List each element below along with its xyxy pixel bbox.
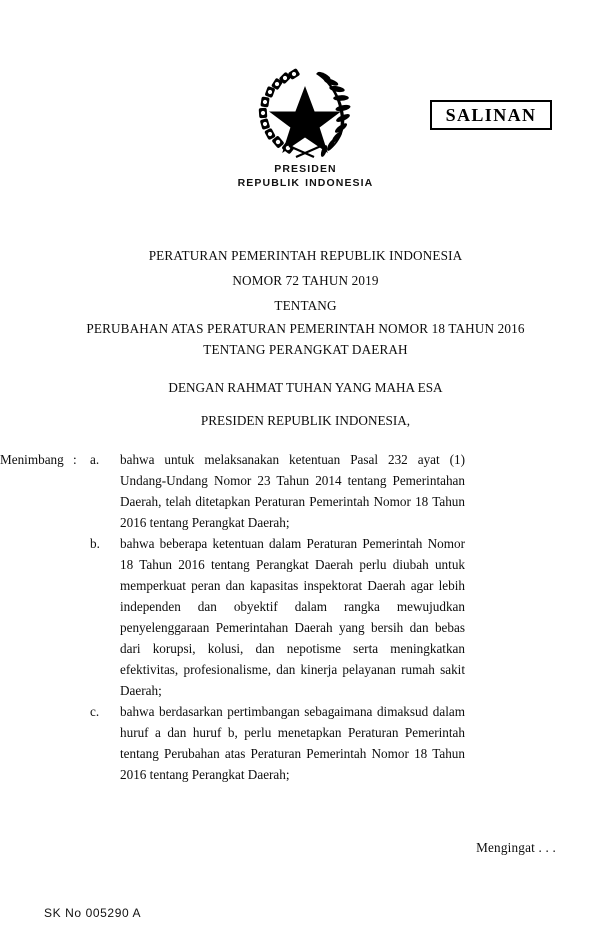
- emblem-caption: [0, 163, 611, 190]
- considering-label-inner: [0, 449, 90, 470]
- document-title-block: [0, 243, 611, 360]
- considering-text-b: [120, 533, 465, 701]
- title-line-number: NOMOR 72 TAHUN 2019: [232, 273, 379, 288]
- page-continuation-note: Mengingat . . .: [476, 840, 556, 855]
- considering-paragraph: bahwa beberapa ketentuan dalam Peraturan Pemerintah Nomor 18 Tahun 2016 tentang Perangkat Daerah perlu diubah untuk memperkuat peran dan kapasitas inspektorat Daerah agar lebih independen dan obyektif dalam rangka mewujudkan penyelenggaraan Pemerintahan Daerah yang bersih dan bebas dari korupsi, kolusi, dan nepotisme serta meningkatkan efektivitas, profesionalisme, dan kinerja pelayanan rumah sakit Daerah;: [120, 536, 465, 698]
- emblem-caption-indonesia: INDONESIA: [305, 176, 374, 189]
- salinan-stamp: [430, 100, 552, 130]
- considering-text-c: [120, 701, 465, 785]
- title-line-regulation: PERATURAN PEMERINTAH REPUBLIK INDONESIA: [148, 248, 463, 263]
- title-line-subject-2: TENTANG PERANGKAT DAERAH: [203, 342, 408, 357]
- title-line-subject-1: PERUBAHAN ATAS PERATURAN PEMERINTAH NOMOR 18 TAHUN 2016: [86, 321, 525, 336]
- considering-item-b: [0, 533, 611, 701]
- considering-item-a: [0, 449, 611, 533]
- considering-section: [0, 449, 611, 785]
- emblem-caption-line1: PRESIDEN: [274, 163, 337, 175]
- considering-item-c: [0, 701, 611, 785]
- considering-letter-a: a.: [90, 452, 100, 467]
- emblem-caption-line2: [0, 177, 611, 191]
- considering-letter-b: b.: [90, 536, 100, 551]
- enactment-blessing: DENGAN RAHMAT TUHAN YANG MAHA ESA: [168, 380, 443, 395]
- enactment-block: [0, 378, 611, 431]
- enactment-authority: PRESIDEN REPUBLIK INDONESIA,: [200, 413, 411, 428]
- considering-colon: :: [73, 452, 77, 467]
- considering-text-a: [120, 449, 465, 533]
- document-header: [0, 0, 611, 205]
- title-line-about: TENTANG: [274, 298, 337, 313]
- sk-number: SK No 005290 A: [44, 906, 142, 920]
- considering-paragraph: bahwa untuk melaksanakan ketentuan Pasal 232 ayat (1) Undang-Undang Nomor 23 Tahun 2014 tentang Pemerintahan Daerah, telah ditetapkan Peraturan Pemerintah Nomor 18 Tahun 2016 tentang Perangkat Daerah;: [120, 452, 465, 530]
- emblem-caption-republik: REPUBLIK: [237, 176, 301, 189]
- considering-label-col: [0, 449, 90, 470]
- considering-label: Menimbang: [0, 452, 64, 467]
- considering-paragraph: bahwa berdasarkan pertimbangan sebagaimana dimaksud dalam huruf a dan huruf b, perlu menetapkan Peraturan Pemerintah tentang Perubahan atas Peraturan Pemerintah Nomor 18 Tahun 2016 tentang Perangkat Daerah;: [120, 704, 465, 782]
- considering-letter-c: c.: [90, 704, 100, 719]
- presidential-seal-icon: [252, 62, 358, 162]
- salinan-stamp-label: SALINAN: [445, 104, 537, 125]
